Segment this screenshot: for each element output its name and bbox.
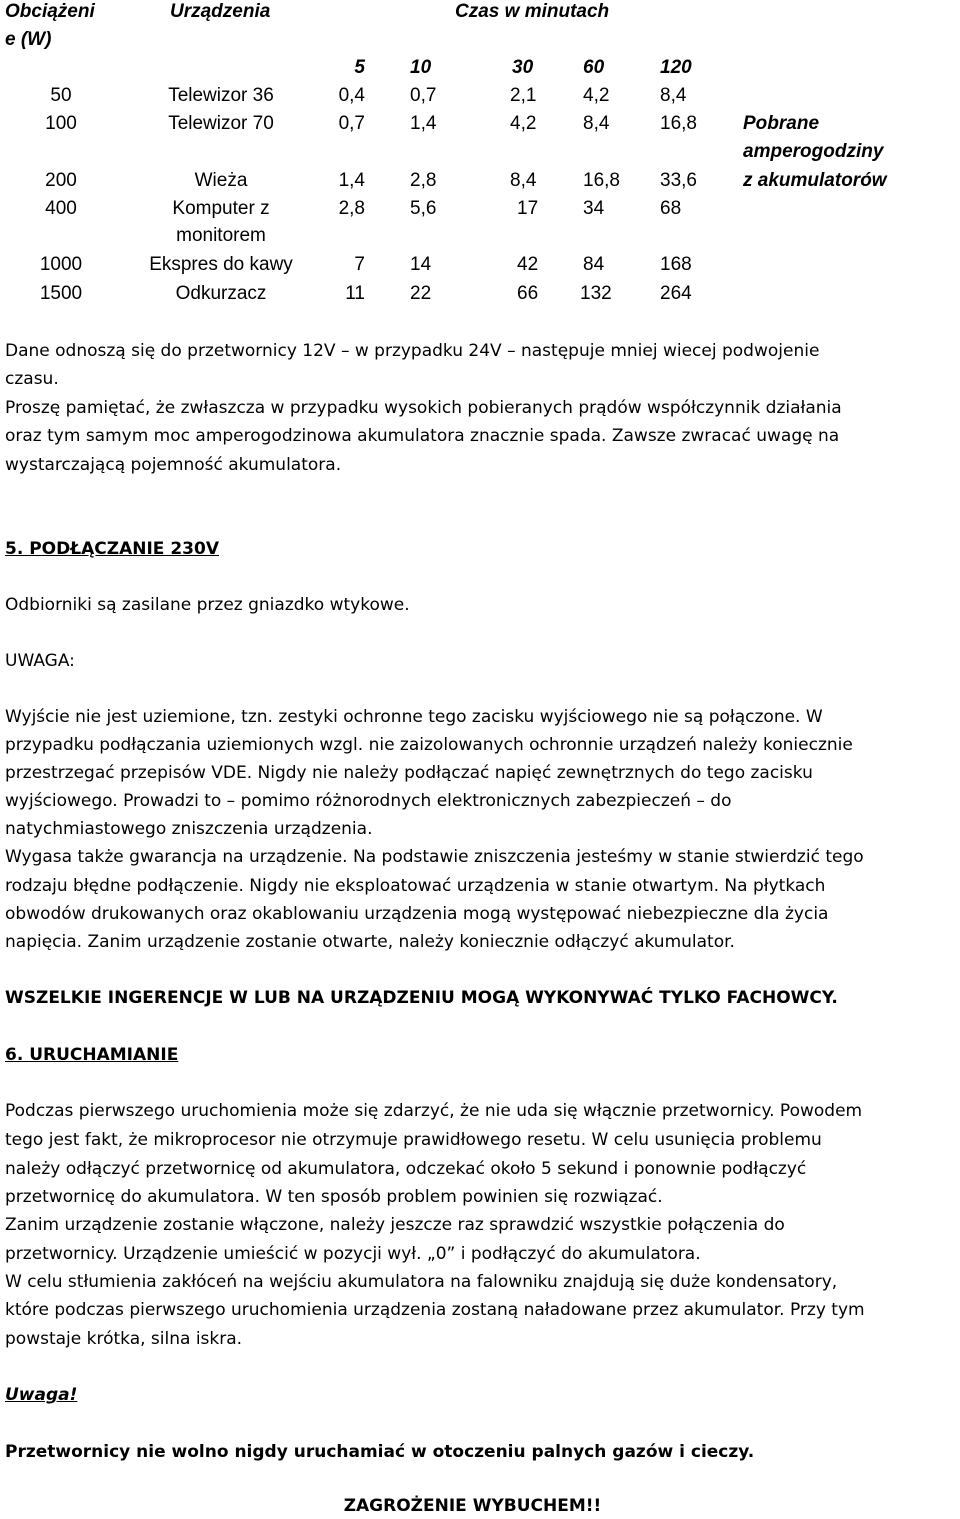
section-5-intro: Odbiorniki są zasilane przez gniazdko wtykowe. [5,595,410,615]
technician-note: WSZELKIE INGERENCJE W LUB NA URZĄDZENIU MOGĄ WYKONYWAĆ TYLKO FACHOWCY. [5,988,838,1008]
row-value-30: 4,2 [510,113,537,134]
note-line: wystarczającą pojemność akumulatora. [5,455,342,475]
row-value-120: 168 [660,254,692,275]
start-line: Podczas pierwszego uruchomienia może się zdarzyć, że nie uda się włącznie przetwornicy. Powodem [5,1101,863,1121]
row-value-5: 11 [345,283,365,304]
row-value-60: 84 [583,254,605,275]
row-load: 1500 [39,283,83,304]
note-line: czasu. [5,369,59,389]
note-line: Dane odnoszą się do przetwornicy 12V – w przypadku 24V – następuje mniej wiecej podwojenie [5,341,820,361]
row-value-10: 14 [410,254,432,275]
minutes-60: 60 [583,57,605,78]
start-line: należy odłączyć przetwornicę od akumulatora, odczekać około 5 sekund i ponownie podłączyć [5,1159,807,1179]
minutes-10: 10 [410,57,432,78]
row-device: Wieża [194,170,248,191]
row-value-10: 5,6 [410,198,437,219]
row-load: 100 [45,113,77,134]
row-value-60: 4,2 [583,85,610,106]
section-5-title: 5. PODŁĄCZANIE 230V [5,539,219,559]
row-value-60: 8,4 [583,113,610,134]
row-value-30: 2,1 [510,85,537,106]
warning-line: wyjściowego. Prowadzi to – pomimo różnorodnych elektronicznych zabezpieczeń – do [5,791,732,811]
warning-line: rodzaju błędne podłączenie. Nigdy nie eksploatować urządzenia w stanie otwartym. Na płytkach [5,876,826,896]
warning-line: obwodów drukowanych oraz okablowaniu urządzenia mogą występować niebezpieczne dla życia [5,904,829,924]
row-value-30: 66 [517,283,539,304]
row-value-30: 17 [517,198,539,219]
start-line: które podczas pierwszego uruchomienia urządzenia zostaną naładowane przez akumulator. Przy tym [5,1300,865,1320]
row-value-10: 2,8 [410,170,437,191]
minutes-5: 5 [354,57,365,78]
row-load: 1000 [39,254,83,275]
row-value-60: 16,8 [583,170,620,191]
row-device: Telewizor 36 [168,85,274,106]
header-time: Czas w minutach [455,1,610,22]
header-devices: Urządzenia [170,1,271,22]
row-value-120: 264 [660,283,692,304]
start-line: tego jest fakt, że mikroprocesor nie otrzymuje prawidłowego resetu. W celu usunięcia problemu [5,1130,822,1150]
row-load: 200 [45,170,77,191]
header-load: Obciążeni [5,1,95,22]
row-value-60: 34 [583,198,605,219]
row-value-5: 2,8 [338,198,365,219]
row-value-5: 0,4 [338,85,365,106]
row-device: Telewizor 70 [168,113,274,134]
start-line: przetwornicę do akumulatora. W ten sposób problem powinien się rozwiązać. [5,1187,663,1207]
header-load-2: e (W) [5,29,52,50]
row-value-10: 1,4 [410,113,437,134]
row-value-120: 68 [660,198,682,219]
row-load: 50 [50,85,72,106]
section-6-title: 6. URUCHAMIANIE [5,1045,179,1065]
row-device: Komputer z [172,198,270,219]
row-value-10: 0,7 [410,85,437,106]
minutes-120: 120 [660,57,692,78]
side-label-line-1: Pobrane [743,113,820,134]
row-value-5: 7 [354,254,365,275]
row-value-5: 1,4 [338,170,365,191]
row-value-60: 132 [580,283,612,304]
note-line: Proszę pamiętać, że zwłaszcza w przypadku wysokich pobieranych prądów współczynnik działania [5,398,842,418]
note-line: oraz tym samym moc amperogodzinowa akumulatora znacznie spada. Zawsze zwracać uwagę na [5,426,840,446]
caution-text: Przetwornicy nie wolno nigdy uruchamiać w otoczeniu palnych gazów i cieczy. [5,1442,755,1462]
minutes-30: 30 [512,57,534,78]
warning-line: przestrzegać przepisów VDE. Nigdy nie należy podłączać napięć zewnętrznych do tego zacisku [5,763,813,783]
warning-line: Wygasa także gwarancja na urządzenie. Na podstawie zniszczenia jesteśmy w stanie stwierdzić tego [5,847,864,867]
row-value-5: 0,7 [338,113,365,134]
start-line: powstaje krótka, silna iskra. [5,1329,243,1349]
row-load: 400 [45,198,77,219]
start-line: W celu stłumienia zakłóceń na wejściu akumulatora na falowniku znajdują się duże kondensatory, [5,1272,838,1292]
caution-label: Uwaga! [5,1385,78,1405]
warning-line: przypadku podłączania uziemionych wzgl. nie zaizolowanych ochronnie urządzeń należy koniecznie [5,735,853,755]
side-label-line-2: amperogodziny [743,141,884,162]
start-line: Zanim urządzenie zostanie włączone, należy jeszcze raz sprawdzić wszystkie połączenia do [5,1215,785,1235]
row-value-120: 8,4 [660,85,687,106]
explosion-warning: ZAGROŻENIE WYBUCHEM!! [343,1496,602,1516]
row-device-line-2: monitorem [176,225,266,246]
warning-label: UWAGA: [5,651,75,671]
start-line: przetwornicy. Urządzenie umieścić w pozycji wył. „0” i podłączyć do akumulatora. [5,1244,701,1264]
row-device: Odkurzacz [175,283,267,304]
row-value-10: 22 [410,283,432,304]
row-value-120: 33,6 [660,170,697,191]
side-label-line-3: z akumulatorów [743,170,887,191]
row-value-30: 8,4 [510,170,537,191]
row-value-120: 16,8 [660,113,697,134]
warning-line: natychmiastowego zniszczenia urządzenia. [5,819,373,839]
warning-line: napięcia. Zanim urządzenie zostanie otwarte, należy koniecznie odłączyć akumulator. [5,932,735,952]
row-value-30: 42 [517,254,539,275]
warning-line: Wyjście nie jest uziemione, tzn. zestyki ochronne tego zacisku wyjściowego nie są połączone. W [5,707,823,727]
row-device: Ekspres do kawy [149,254,293,275]
